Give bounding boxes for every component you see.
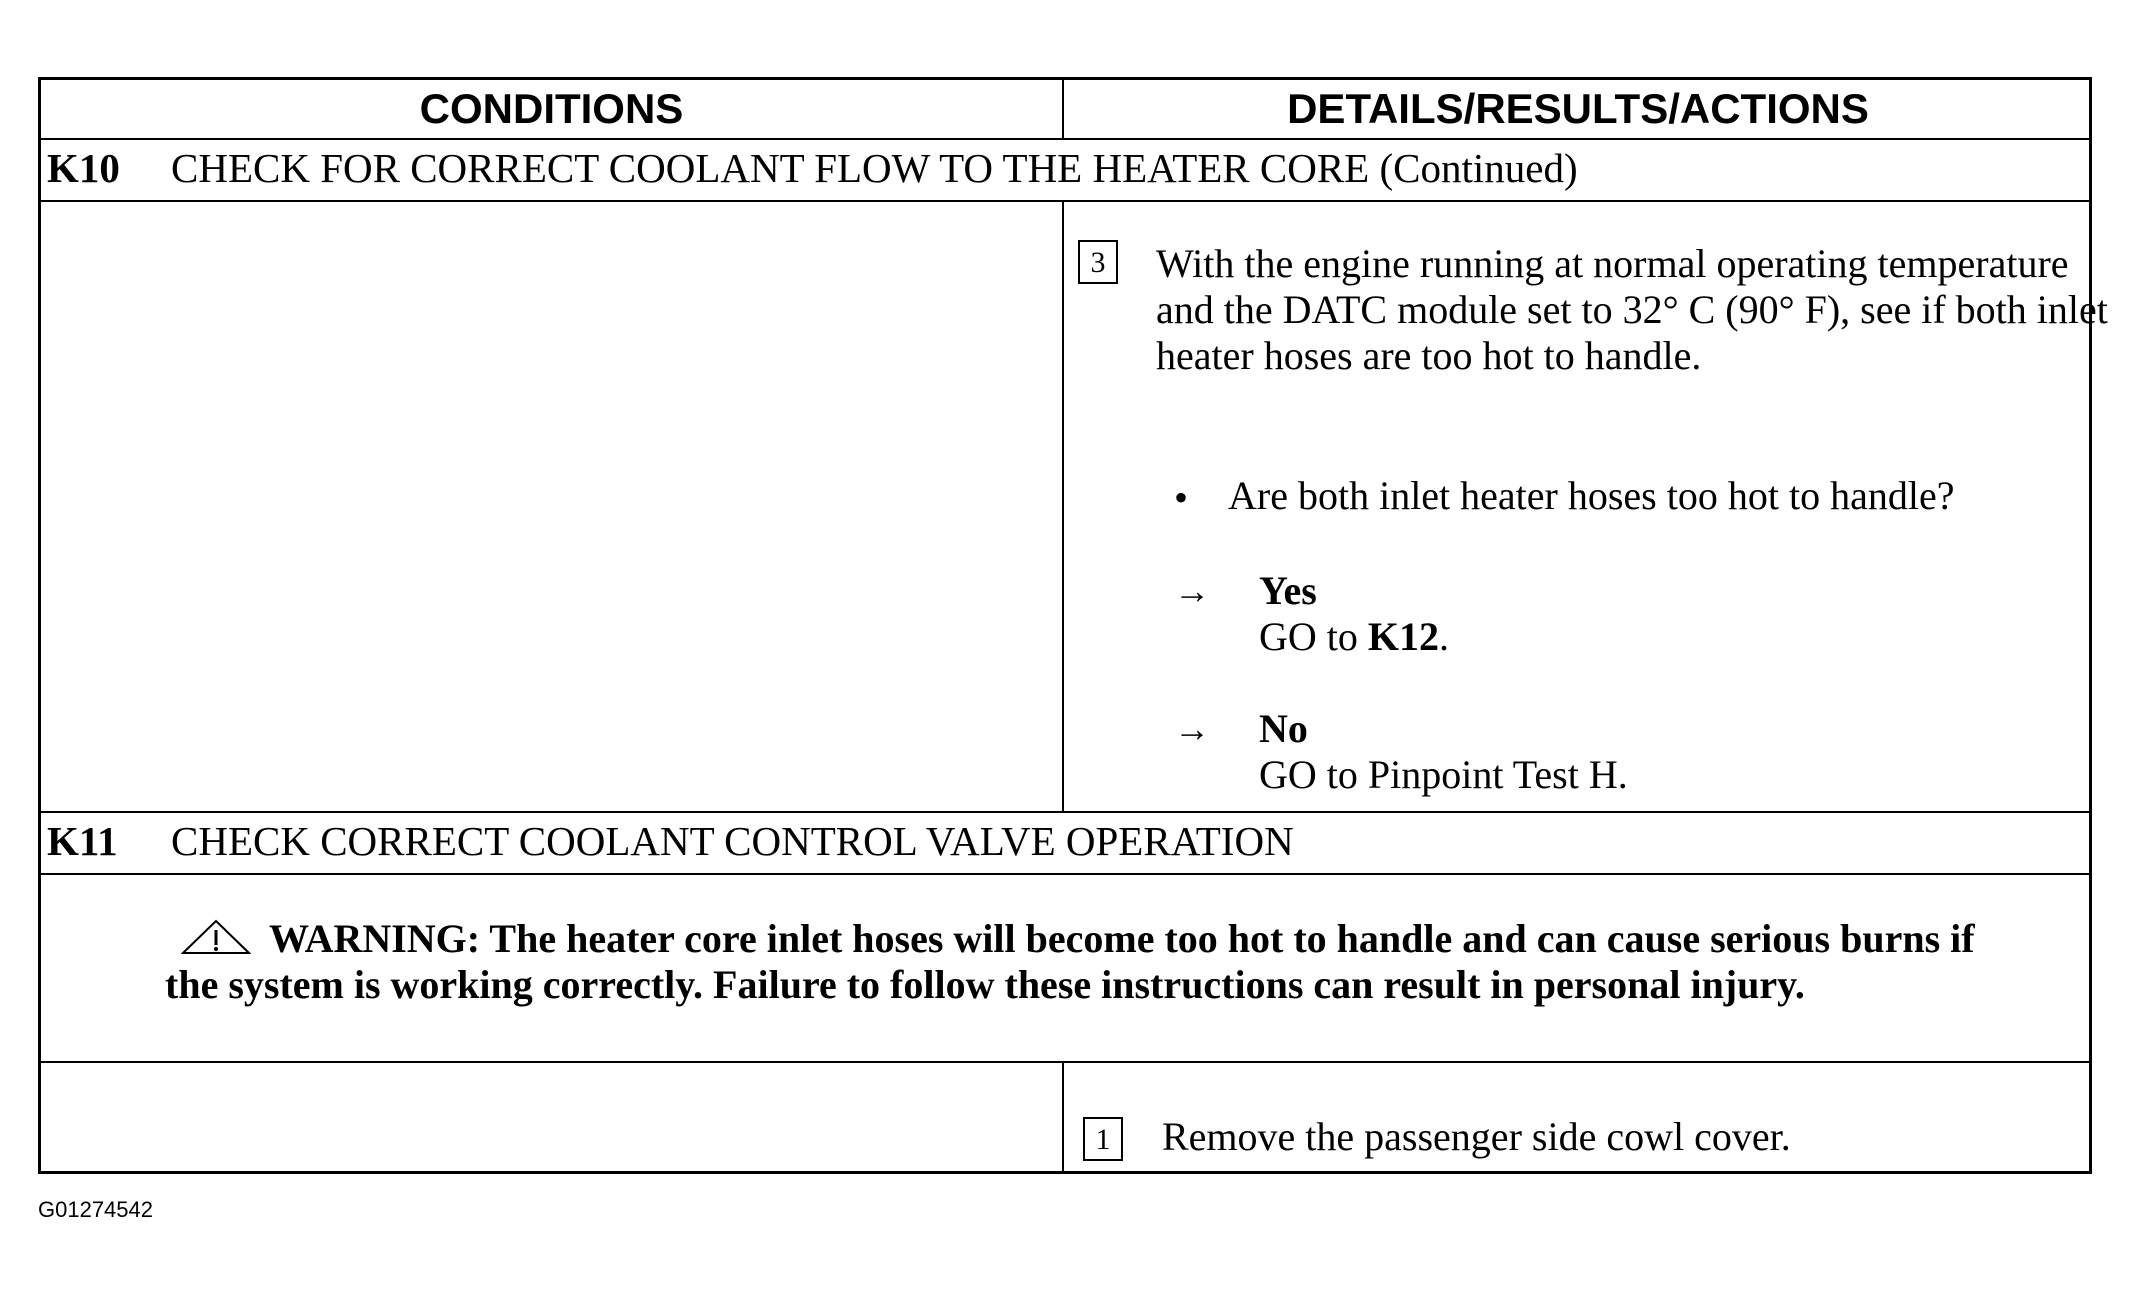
yes-action: GO to K12. <box>1259 614 1450 659</box>
k11-title-rule <box>41 873 2089 875</box>
k10-bullet: • <box>1174 475 1189 520</box>
k11-column-divider <box>1062 1061 1064 1174</box>
no-label: No <box>1259 706 1308 751</box>
warning-text: WARNING: The heater core inlet hoses will become too hot to handle and can cause serious burns if the system is working correctly. Failure to follow these instructions can result in personal injury. <box>165 916 1975 1007</box>
details-header: DETAILS/RESULTS/ACTIONS <box>1287 85 1869 132</box>
k11-step-number-box: 1 <box>1083 1117 1123 1161</box>
yes-label: Yes <box>1259 568 1317 613</box>
warning-bottom-rule <box>41 1061 2089 1063</box>
k10-title-rule <box>41 200 2089 202</box>
warning-block <box>165 916 1985 1008</box>
k11-top-rule <box>41 811 2089 813</box>
k11-step-id: K11 <box>47 818 118 864</box>
k10-step-id: K10 <box>47 145 120 191</box>
k10-title-row <box>47 144 1578 192</box>
yes-arrow-icon: → <box>1174 571 1210 611</box>
no-arrow-icon: → <box>1174 709 1210 749</box>
k11-step-text: Remove the passenger side cowl cover. <box>1162 1114 1791 1159</box>
header-rule <box>41 138 2089 140</box>
k11-title-row <box>47 817 1294 865</box>
conditions-header: CONDITIONS <box>419 85 684 132</box>
k10-step-number-box: 3 <box>1078 240 1118 284</box>
diagnostic-table <box>38 77 2108 1174</box>
warning-triangle-icon <box>181 919 251 955</box>
k10-question: Are both inlet heater hoses too hot to handle? <box>1228 473 1955 518</box>
k10-step-title: CHECK FOR CORRECT COOLANT FLOW TO THE HEATER CORE (Continued) <box>171 145 1578 191</box>
figure-id: G01274542 <box>38 1197 153 1222</box>
k10-step-text: With the engine running at normal operating temperature and the DATC module set to 32° C (90° F), see if both inlet heater hoses are too hot to handle. <box>1156 241 2108 378</box>
no-action: GO to Pinpoint Test H. <box>1259 752 1628 797</box>
k11-step-title: CHECK CORRECT COOLANT CONTROL VALVE OPERATION <box>171 818 1294 864</box>
k10-column-divider <box>1062 200 1064 811</box>
yes-action-target: K12 <box>1367 614 1440 659</box>
